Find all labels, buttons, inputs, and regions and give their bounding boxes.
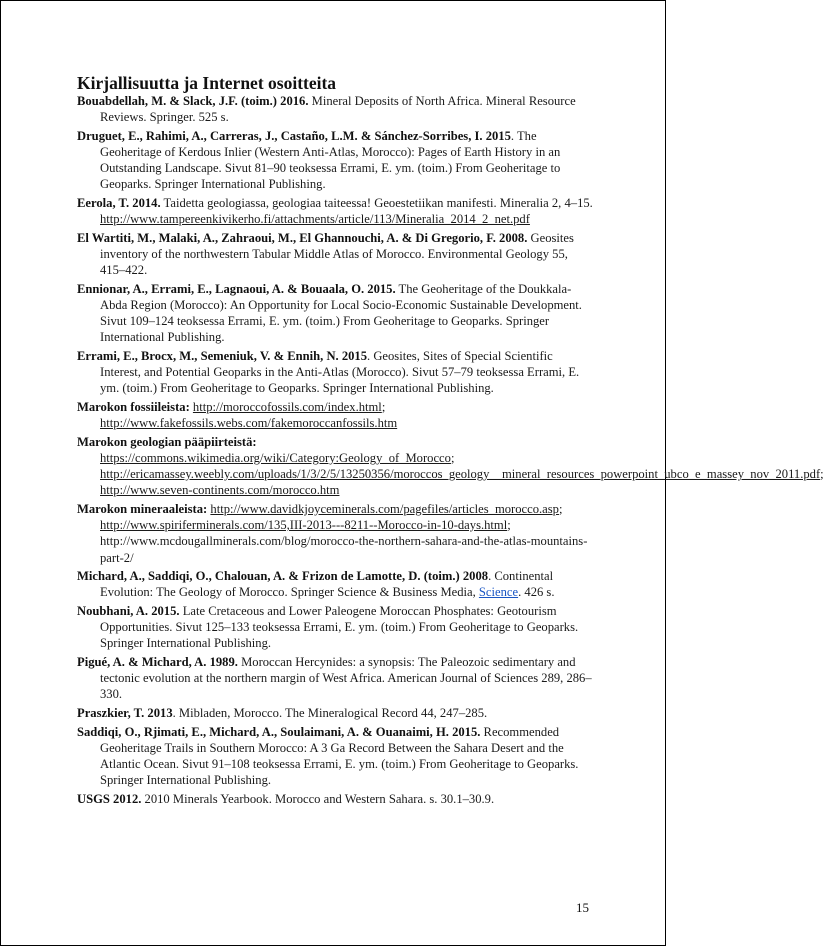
reference-text: . 426 s. bbox=[518, 585, 555, 600]
reference-link[interactable]: Science bbox=[478, 585, 519, 600]
references bbox=[77, 93, 824, 807]
reference-separator: ; bbox=[820, 467, 824, 482]
reference-separator: ; bbox=[381, 400, 386, 414]
reference-entry bbox=[77, 281, 593, 346]
reference-link[interactable]: https://commons.wikimedia.org/wiki/Category:Geology_of_Morocco bbox=[100, 451, 451, 465]
reference-text: Moroccan Hercynides: a synopsis: The Paleozoic sedimentary and tectonic evolution at the northern margin of West Africa. American Journal of Sciences 289, 286–330. bbox=[100, 655, 592, 702]
reference-authors: El Wartiti, M., Malaki, A., Zahraoui, M., El Ghannouchi, A. & Di Gregorio, F. 2008. bbox=[77, 230, 528, 245]
reference-authors: Bouabdellah, M. & Slack, J.F. (toim.) 2016. bbox=[77, 94, 309, 108]
reference-text: Mineral Deposits of North Africa. Mineral Resource Reviews. Springer. 525 s. bbox=[100, 94, 576, 125]
reference-text: Late Cretaceous and Lower Paleogene Moroccan Phosphates: Geotourism Opportunities. Sivut 125–133 teoksessa Errami, E. ym. (toim.) From Geoheritage to Geoparks. Springer International Publishing. bbox=[100, 604, 579, 651]
reference-entry bbox=[77, 399, 593, 431]
section-heading: Kirjallisuutta ja Internet osoitteita bbox=[77, 73, 337, 93]
reference-text: Geosites inventory of the northwestern Tabular Middle Atlas of Morocco. Environmental Geology 55, 415–422. bbox=[100, 230, 574, 278]
reference-entry bbox=[77, 230, 593, 279]
reference-authors: Druguet, E., Rahimi, A., Carreras, J., Castaño, L.M. & Sánchez-Sorribes, I. 2015 bbox=[77, 128, 511, 143]
reference-entry bbox=[77, 791, 593, 807]
reference-link[interactable]: http://www.seven-continents.com/morocco.htm bbox=[100, 483, 340, 498]
reference-entry bbox=[77, 501, 593, 566]
reference-entry bbox=[77, 568, 593, 600]
reference-link[interactable]: http://ericamassey.weebly.com/uploads/1/3/2/5/13250356/moroccos_geology__mineral_resources_powerpoint_ubco_e_massey_nov_2011.pdf bbox=[100, 467, 821, 482]
reference-text: . Continental Evolution: The Geology of Morocco. Springer Science & Business Media, bbox=[100, 569, 554, 600]
page-number: 15 bbox=[576, 900, 589, 915]
reference-entry bbox=[77, 654, 593, 703]
reference-text: . Mibladen, Morocco. The Mineralogical Record 44, 247–285. bbox=[172, 706, 488, 720]
reference-text: Recommended Geoheritage Trails in Southern Morocco: A 3 Ga Record Between the Sahara Desert and the Atlantic Ocean. Sivut 91–108 teoksessa Errami, E. ym. (toim.) From Geoheritage to Geoparks. Springer International Publishing. bbox=[100, 724, 579, 788]
reference-text: . The Geoheritage of Kerdous Inlier (Western Anti-Atlas, Morocco): Pages of Earth History in an Outstanding Landscape. Sivut 81–90 teoksessa Errami, E. ym. (toim.) From Geoheritage to Geoparks. Springer International Publishing. bbox=[100, 128, 561, 192]
reference-text: 2010 Minerals Yearbook. Morocco and Western Sahara. s. 30.1–30.9. bbox=[141, 791, 495, 806]
reference-authors: Errami, E., Brocx, M., Semeniuk, V. & Ennih, N. 2015 bbox=[77, 349, 368, 363]
reference-entry bbox=[77, 724, 593, 789]
reference-entry bbox=[77, 348, 593, 397]
reference-link[interactable]: http://www.davidkjoyceminerals.com/pagefiles/articles_morocco.asp bbox=[210, 502, 559, 516]
reference-separator: ; bbox=[450, 451, 455, 465]
reference-authors: Marokon geologian pääpiirteistä: bbox=[77, 434, 257, 449]
reference-text: The Geoheritage of the Doukkala-Abda Region (Morocco): An Opportunity for Local Socio-Economic Sustainable Development. Sivut 109–124 teoksessa Errami, E. ym. (toim.) From Geoheritage to Geoparks. Springer International Publishing. bbox=[100, 281, 582, 345]
reference-entry bbox=[77, 434, 824, 499]
reference-authors: Michard, A., Saddiqi, O., Chalouan, A. & Frizon de Lamotte, D. (toim.) 2008 bbox=[77, 569, 489, 584]
reference-authors: Ennionar, A., Errami, E., Lagnaoui, A. & Bouaala, O. 2015. bbox=[77, 281, 396, 296]
reference-text: Taidetta geologiassa, geologiaa taiteessa! Geoestetiikan manifesti. Mineralia 2, 4–15. bbox=[160, 196, 593, 210]
reference-authors: Noubhani, A. 2015. bbox=[77, 604, 180, 618]
reference-authors: Pigué, A. & Michard, A. 1989. bbox=[77, 655, 238, 669]
reference-entry bbox=[77, 93, 593, 125]
reference-authors: Marokon mineraaleista: bbox=[77, 502, 208, 516]
reference-entry bbox=[77, 128, 593, 193]
reference-entry bbox=[77, 195, 593, 227]
reference-text: . Geosites, Sites of Special Scientific Interest, and Potential Geoparks in the Anti-Atlas (Morocco). Sivut 57–79 teoksessa Errami, E. ym. (toim.) From Geoheritage to Geoparks. Springer International Publishing. bbox=[100, 349, 580, 396]
reference-separator: ; http://www.mcdougallminerals.com/blog/morocco-the-northern-sahara-and-the-atlas-mountains-part-2/ bbox=[100, 518, 588, 565]
reference-list bbox=[77, 73, 824, 809]
reference-entry bbox=[77, 603, 593, 652]
reference-separator: ; bbox=[558, 502, 563, 516]
reference-link[interactable]: http://moroccofossils.com/index.html bbox=[192, 400, 382, 414]
reference-link[interactable]: http://www.tampereenkivikerho.fi/attachments/article/113/Mineralia_2014_2_net.pdf bbox=[100, 212, 530, 227]
reference-link[interactable]: http://www.spiriferminerals.com/135,III-2013---8211--Morocco-in-10-days.html bbox=[100, 518, 508, 533]
reference-entry bbox=[77, 705, 593, 721]
reference-authors: USGS 2012. bbox=[77, 791, 142, 806]
reference-link[interactable]: http://www.fakefossils.webs.com/fakemoroccanfossils.htm bbox=[100, 416, 398, 431]
reference-authors: Marokon fossiileista: bbox=[77, 400, 190, 414]
reference-authors: Eerola, T. 2014. bbox=[77, 196, 161, 210]
reference-authors: Saddiqi, O., Rjimati, E., Michard, A., Soulaimani, A. & Ouanaimi, H. 2015. bbox=[77, 724, 481, 739]
reference-authors: Praszkier, T. 2013 bbox=[77, 706, 173, 720]
